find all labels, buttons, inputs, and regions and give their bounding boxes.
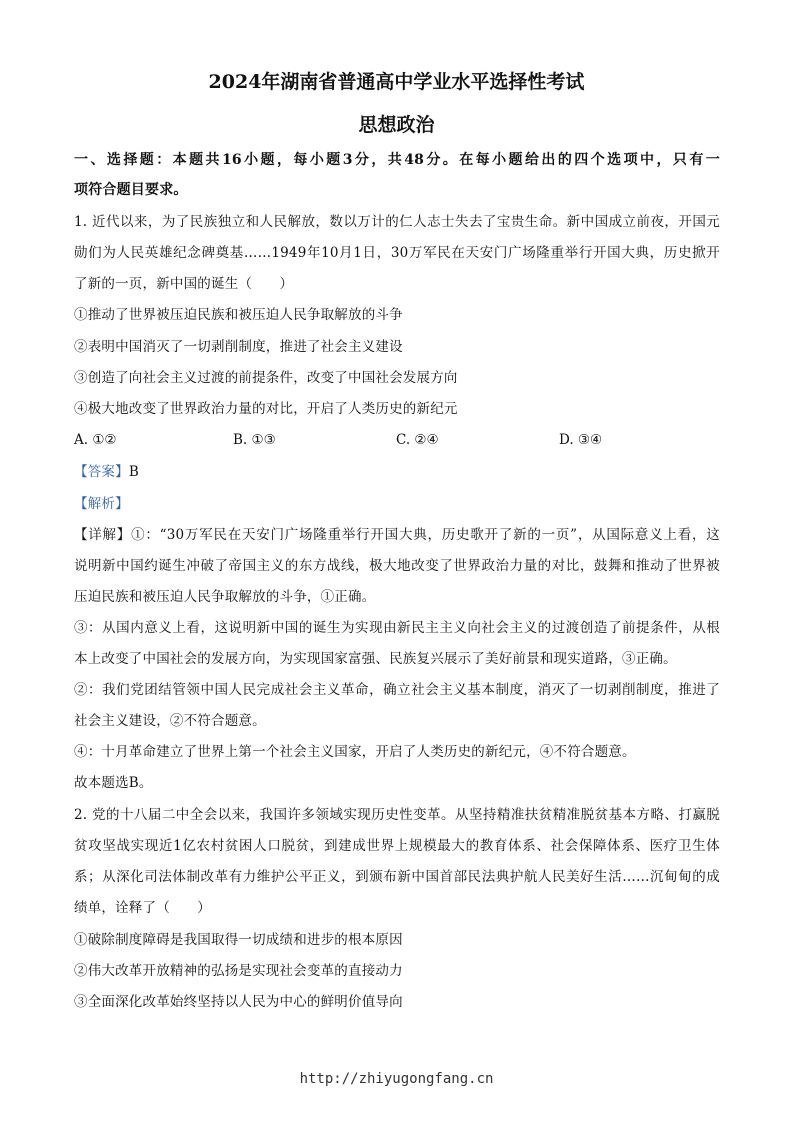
q1-detail-line-7: 社会主义建设，②不符合题意。 xyxy=(74,713,266,729)
q1-detail-line-1 xyxy=(74,525,720,545)
q1-answer xyxy=(74,462,139,482)
q1-option-d: D. ③④ xyxy=(559,432,603,448)
q1-detail-line-8: ④：十月革命建立了世界上第一个社会主义国家，开启了人类历史的新纪元，④不符合题意。 xyxy=(74,744,636,760)
q1-detail-line-5: 本上改变了中国社会的发展方向，为实现国家富强、民族复兴展示了美好前景和现实道路，③正确。 xyxy=(74,651,677,667)
q2-statement-2: ②伟大改革开放精神的弘扬是实现社会变革的直接动力 xyxy=(74,963,403,979)
q2-stem-line-4: 绩单，诠释了（ ） xyxy=(74,900,211,916)
section-heading-line-2: 项符合题目要求。 xyxy=(74,182,188,198)
q2-statement-3: ③全面深化改革始终坚持以人民为中心的鲜明价值导向 xyxy=(74,994,403,1010)
q1-stem-line-1: 1. 近代以来，为了民族独立和人民解放，数以万计的仁人志士失去了宝贵生命。新中国成立前夜，开国元 xyxy=(74,214,720,230)
answer-label: 【答案】 xyxy=(74,464,129,480)
q1-stem-line-3: 了新的一页，新中国的诞生（ ） xyxy=(74,276,294,292)
q1-stem-line-2: 勋们为人民英雄纪念碑奠基……1949年10月1日，30万军民在天安门广场隆重举行开国大典，历史掀开 xyxy=(74,245,720,261)
q1-option-b: B. ①③ xyxy=(233,432,276,448)
q1-detail-line-4: ③：从国内意义上看，这说明新中国的诞生为实现由新民主主义向社会主义的过渡创造了前提条件，从根 xyxy=(74,620,720,636)
q2-stem-line-3: 系；从深化司法体制改革有力维护公平正义，到颁布新中国首部民法典护航人民美好生活……沉甸甸的成 xyxy=(74,869,720,885)
exam-subject: 思想政治 xyxy=(358,114,435,136)
q1-option-c: C. ②④ xyxy=(396,432,439,448)
q2-stem-line-2: 贫攻坚战实现近1亿农村贫困人口脱贫，到建成世界上规模最大的教育体系、社会保障体系、医疗卫生体 xyxy=(74,838,720,854)
q1-statement-4: ④极大地改变了世界政治力量的对比，开启了人类历史的新纪元 xyxy=(74,401,458,417)
q1-detail-line-6: ②：我们党团结管领中国人民完成社会主义革命，确立社会主义基本制度，消灭了一切剥削制度，推进了 xyxy=(74,682,720,698)
detail-text: ①：“30万军民在天安门广场隆重举行开国大典，历史歌开了新的一页”，从国际意义上看，这 xyxy=(131,527,720,543)
q1-detail-line-2: 说明新中国约诞生冲破了帝国主义的东方战线，极大地改变了世界政治力量的对比，鼓舞和推动了世界被 xyxy=(74,558,720,574)
q1-option-a: A. ①② xyxy=(74,432,117,448)
section-heading-line-1: 一、选择题：本题共16小题，每小题3分，共48分。在每小题给出的四个选项中，只有一 xyxy=(74,152,720,168)
q1-detail-line-3: 压迫民族和被压迫人民争取解放的斗争，①正确。 xyxy=(74,589,376,605)
analysis-label: 【解析】 xyxy=(74,496,129,512)
answer-value: B xyxy=(128,464,139,480)
q1-detail-line-9: 故本题选B。 xyxy=(74,775,153,791)
q1-statement-1: ①推动了世界被压迫民族和被压迫人民争取解放的斗争 xyxy=(74,307,403,323)
q2-statement-1: ①破除制度障碍是我国取得一切成绩和进步的根本原因 xyxy=(74,932,403,948)
detail-label: 【详解】 xyxy=(74,527,132,543)
exam-title: 2024年湖南省普通高中学业水平选择性考试 xyxy=(208,71,585,93)
footer-url: http://zhiyugongfang.cn xyxy=(299,1071,494,1087)
q1-statement-3: ③创造了向社会主义过渡的前提条件，改变了中国社会发展方向 xyxy=(74,370,458,386)
q2-stem-line-1: 2. 党的十八届二中全会以来，我国许多领域实现历史性变革。从坚持精准扶贫精准脱贫基本方略、打赢脱 xyxy=(74,807,720,823)
q1-statement-2: ②表明中国消灭了一切剥削制度，推进了社会主义建设 xyxy=(74,339,403,355)
